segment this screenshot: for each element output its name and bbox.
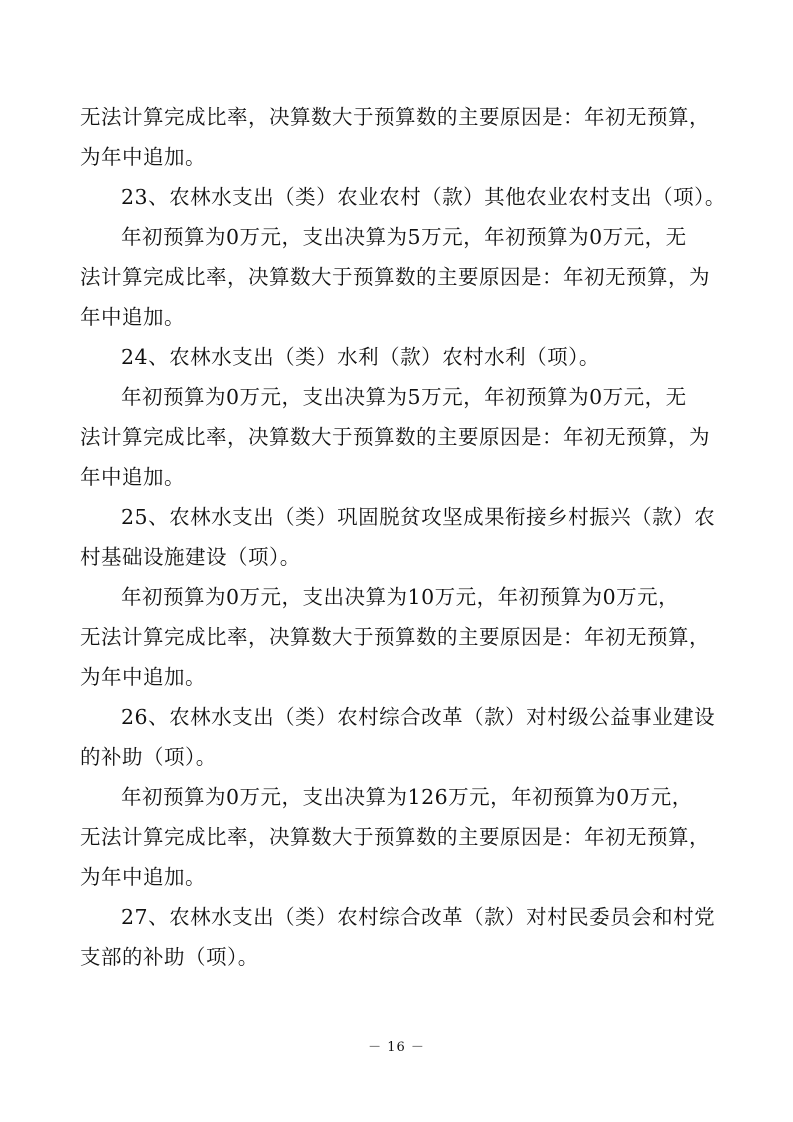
text-line: 村基础设施建设（项）。 [80, 545, 301, 569]
text-line: 年中追加。 [80, 465, 185, 489]
text-line: 年初预算为0万元，支出决算为126万元，年初预算为0万元， [121, 785, 693, 809]
page-number: － 16 － [368, 1040, 425, 1055]
text-line: 25、农林水支出（类）巩固脱贫攻坚成果衔接乡村振兴（款）农 [121, 505, 716, 529]
body-text [80, 97, 726, 977]
text-line: 无法计算完成比率，决算数大于预算数的主要原因是：年初无预算， [80, 825, 710, 849]
text-line: 年初预算为0万元，支出决算为10万元，年初预算为0万元， [121, 585, 680, 609]
text-line: 支部的补助（项）。 [80, 945, 259, 969]
text-line: 为年中追加。 [80, 865, 206, 889]
text-line: 为年中追加。 [80, 665, 206, 689]
text-line: 年中追加。 [80, 305, 185, 329]
text-line: 为年中追加。 [80, 145, 206, 169]
text-line: 无法计算完成比率，决算数大于预算数的主要原因是：年初无预算， [80, 105, 710, 129]
text-line: 23、农林水支出（类）农业农村（款）其他农业农村支出（项）。 [121, 185, 726, 209]
text-line: 27、农林水支出（类）农村综合改革（款）对村民委员会和村党 [121, 905, 716, 929]
text-line: 无法计算完成比率，决算数大于预算数的主要原因是：年初无预算， [80, 625, 710, 649]
text-line: 年初预算为0万元，支出决算为5万元，年初预算为0万元，无 [121, 225, 687, 249]
text-line: 法计算完成比率，决算数大于预算数的主要原因是：年初无预算，为 [80, 425, 710, 449]
text-line: 的补助（项）。 [80, 745, 217, 769]
text-line: 24、农林水支出（类）水利（款）农村水利（项）。 [121, 345, 600, 369]
text-line: 法计算完成比率，决算数大于预算数的主要原因是：年初无预算，为 [80, 265, 710, 289]
text-line: 26、农林水支出（类）农村综合改革（款）对村级公益事业建设 [121, 705, 716, 729]
text-line: 年初预算为0万元，支出决算为5万元，年初预算为0万元，无 [121, 385, 687, 409]
